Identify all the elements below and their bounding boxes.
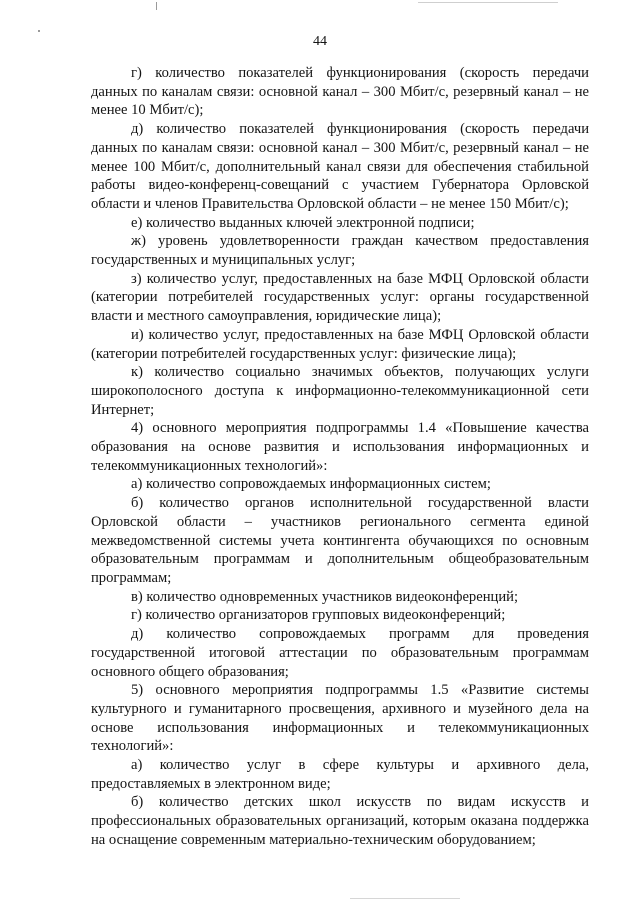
paragraph: д) количество сопровождаемых программ для проведения государственной итоговой аттестации по образовательным программам основного общего образования; xyxy=(91,626,589,680)
paragraph: б) количество детских школ искусств по видам искусств и профессиональных образовательных организаций, которым оказана поддержка на оснащение современным материально-техническим оборудованием; xyxy=(91,794,589,848)
paragraph: д) количество показателей функционирования (скорость передачи данных по каналам связи: основной канал – 300 Мбит/с, резервный канал – не менее 100 Мбит/с, дополнительный канал связи для обеспечения стабильной работы видео-конференц-совещаний с участием Губернатора Орловской области и членов Правительства Орловской области – не менее 150 Мбит/с); xyxy=(91,121,589,212)
paragraph: з) количество услуг, предоставленных на базе МФЦ Орловской области (категории потребителей государственных услуг: органы государственной власти и местного самоуправления, юридические лица); xyxy=(91,270,589,325)
paragraph: а) количество сопровождаемых информационных систем; xyxy=(131,476,491,493)
paragraph: г) количество показателей функционирования (скорость передачи данных по каналам связи: основной канал – 300 Мбит/с, резервный канал – не менее 10 Мбит/с); xyxy=(91,65,589,119)
body-text xyxy=(91,64,589,850)
paragraph: е) количество выданных ключей электронной подписи; xyxy=(131,214,475,231)
scan-artifact xyxy=(418,2,558,3)
scan-artifact xyxy=(350,898,460,899)
paragraph: г) количество организаторов групповых видеоконференций; xyxy=(131,607,506,624)
paragraph: 4) основного мероприятия подпрограммы 1.4 «Повышение качества образования на основе развития и использования информационных и телекоммуникационных технологий»: xyxy=(91,420,589,474)
paragraph: 5) основного мероприятия подпрограммы 1.5 «Развитие системы культурного и гуманитарного просвещения, архивного и музейного дела на основе использования информационных и телекоммуникационных технологий»: xyxy=(91,682,589,755)
paragraph: и) количество услуг, предоставленных на базе МФЦ Орловской области (категории потребителей государственных услуг: физические лица); xyxy=(91,326,589,362)
paragraph: б) количество органов исполнительной государственной власти Орловской области – участников регионального сегмента единой межведомственной системы учета контингента обучающихся по основным образовательным программам и дополнительным общеобразовательным программам; xyxy=(91,495,589,586)
paragraph: а) количество услуг в сфере культуры и архивного дела, предоставляемых в электронном виде; xyxy=(91,757,589,792)
paragraph: ж) уровень удовлетворенности граждан качеством предоставления государственных и муниципальных услуг; xyxy=(91,233,589,269)
scan-artifact xyxy=(38,30,40,32)
scan-artifact xyxy=(156,2,157,10)
paragraph: в) количество одновременных участников видеоконференций; xyxy=(131,588,519,605)
page-number: 44 xyxy=(313,34,327,49)
paragraph: к) количество социально значимых объектов, получающих услуги широкополосного доступа к информационно-телекоммуникационной сети Интернет; xyxy=(91,364,589,418)
